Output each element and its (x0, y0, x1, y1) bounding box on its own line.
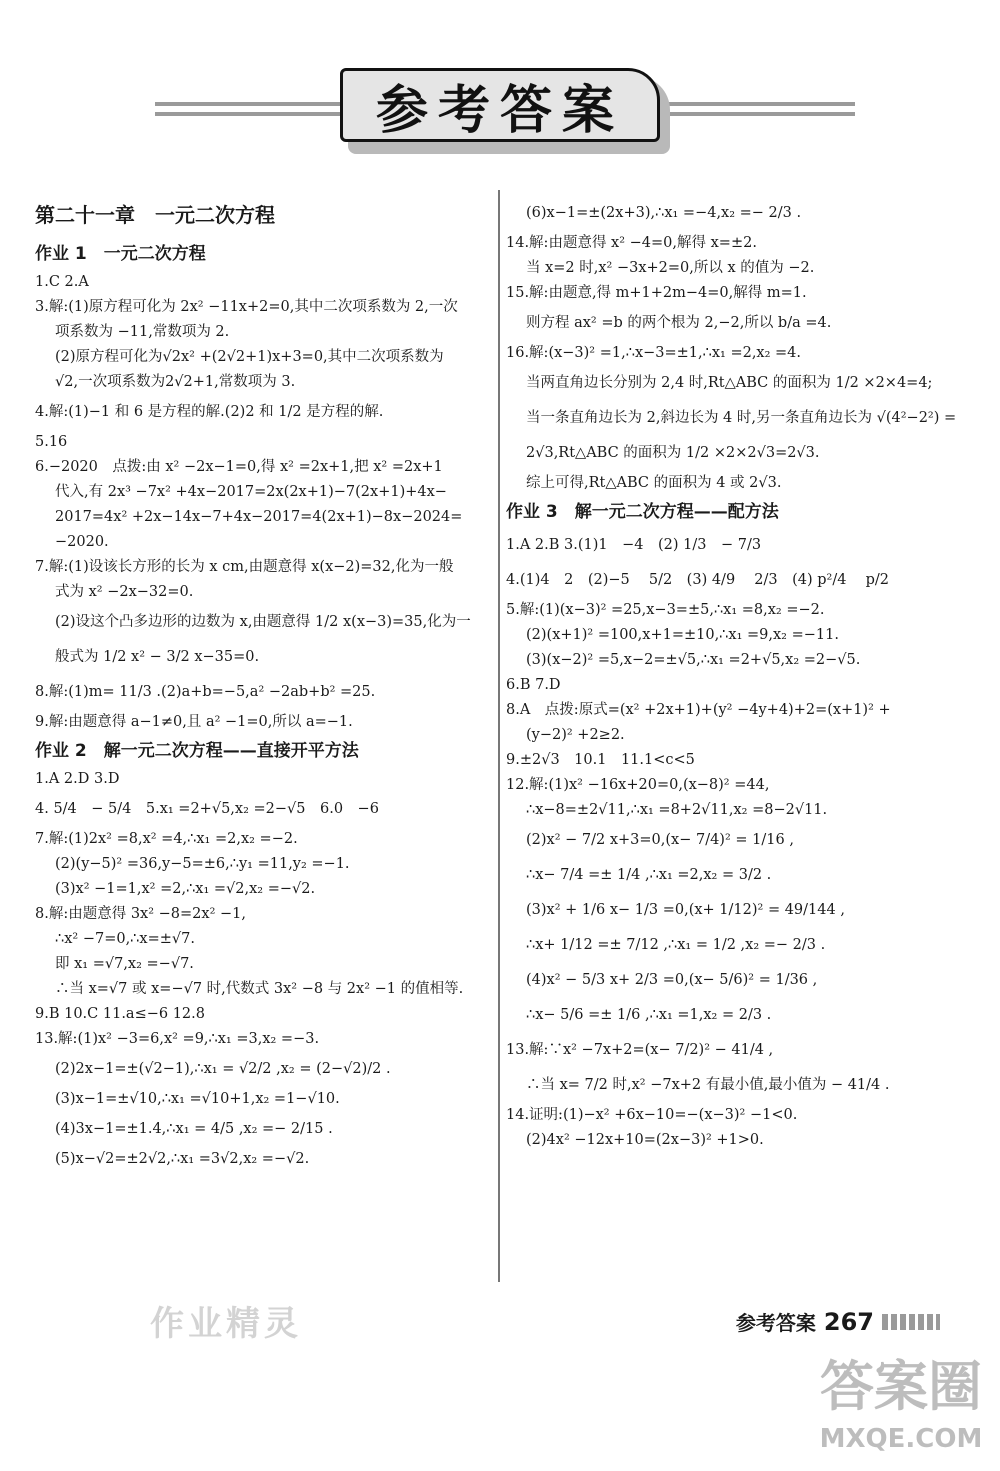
answer-line: 16.解:(x−3)² =1,∴x−3=±1,∴x₁ =2,x₂ =4. (506, 345, 802, 361)
answer-line: (2)4x² −12x+10=(2x−3)² +1>0. (526, 1132, 764, 1148)
answer-line: 式为 x² −2x−32=0. (55, 584, 194, 600)
answer-line: (4)x² − 5/3 x+ 2/3 =0,(x− 5/6)² = 1/36 , (526, 972, 818, 988)
answer-line: 6.B 7.D (506, 677, 561, 693)
answer-line: 6.−2020 点拨:由 x² −2x−1=0,得 x² =2x+1,把 x² =2x+1 (35, 459, 443, 475)
right-column (506, 198, 966, 1155)
answer-line: 3.解:(1)原方程可化为 2x² −11x+2=0,其中二次项系数为 2,一次 (35, 299, 458, 315)
answer-line: 12.解:(1)x² −16x+20=0,(x−8)² =44, (506, 777, 770, 793)
answer-line: 8.解:(1)m= 11/3 .(2)a+b=−5,a² −2ab+b² =25. (35, 684, 376, 700)
answer-line: ∴当 x=√7 或 x=−√7 时,代数式 3x² −8 与 2x² −1 的值相等. (55, 981, 464, 997)
answer-line: 当两直角边长分别为 2,4 时,Rt△ABC 的面积为 1/2 ×2×4=4; (526, 375, 933, 391)
answer-line: (2)设这个凸多边形的边数为 x,由题意得 1/2 x(x−3)=35,化为一 (55, 614, 471, 630)
answer-line: 7.解:(1)2x² =8,x² =4,∴x₁ =2,x₂ =−2. (35, 831, 298, 847)
answer-line: ∴x−8=±2√11,∴x₁ =8+2√11,x₂ =8−2√11. (526, 802, 828, 818)
page-footer (736, 1307, 940, 1336)
answer-line: ∴x+ 1/12 =± 7/12 ,∴x₁ = 1/2 ,x₂ =− 2/3 . (526, 937, 826, 953)
page-title: 参考答案 (340, 68, 660, 142)
answer-line: (2)原方程可化为√2x² +(2√2+1)x+3=0,其中二次项系数为 (55, 349, 444, 365)
answer-line: 14.解:由题意得 x² −4=0,解得 x=±2. (506, 235, 757, 251)
answer-line: (3)(x−2)² =5,x−2=±√5,∴x₁ =2+√5,x₂ =2−√5. (526, 652, 861, 668)
page-number: 267 (823, 1307, 874, 1336)
answer-line: 5.解:(1)(x−3)² =25,x−3=±5,∴x₁ =8,x₂ =−2. (506, 602, 825, 618)
answer-line: 则方程 ax² =b 的两个根为 2,−2,所以 b/a =4. (526, 315, 832, 331)
answer-line: √2,一次项系数为2√2+1,常数项为 3. (55, 374, 296, 390)
watermark: 作业精灵 (150, 1304, 302, 1344)
left-column (35, 198, 490, 1174)
answer-line: 2017=4x² +2x−14x−7+4x−2017=4(2x+1)−8x−2024= (55, 509, 463, 525)
site-logo (810, 1352, 992, 1464)
answer-line: 4.(1)4 2 (2)−5 5/2 (3) 4/9 2/3 (4) p²/4 p/2 (506, 572, 889, 588)
answer-line: (3)x−1=±√10,∴x₁ =√10+1,x₂ =1−√10. (55, 1091, 340, 1107)
answer-line: 14.证明:(1)−x² +6x−10=−(x−3)² −1<0. (506, 1107, 798, 1123)
answer-line: 8.解:由题意得 3x² −8=2x² −1, (35, 906, 246, 922)
answer-line: 4.解:(1)−1 和 6 是方程的解.(2)2 和 1/2 是方程的解. (35, 404, 384, 420)
chapter-title: 第二十一章 一元二次方程 (35, 203, 275, 227)
answer-line: 当一条直角边长为 2,斜边长为 4 时,另一条直角边长为 √(4²−2²) = (526, 410, 957, 426)
answer-line: 7.解:(1)设该长方形的长为 x cm,由题意得 x(x−2)=32,化为一般 (35, 559, 454, 575)
answer-line: (2)(y−5)² =36,y−5=±6,∴y₁ =11,y₂ =−1. (55, 856, 350, 872)
answer-line: 项系数为 −11,常数项为 2. (55, 324, 230, 340)
answer-line: 4. 5/4 − 5/4 5.x₁ =2+√5,x₂ =2−√5 6.0 −6 (35, 801, 379, 817)
section-title-hw2: 作业 2 解一元二次方程——直接开平方法 (35, 741, 359, 761)
header-banner (340, 68, 670, 154)
answer-line: −2020. (55, 534, 109, 550)
answer-line: ∴x− 7/4 =± 1/4 ,∴x₁ =2,x₂ = 3/2 . (526, 867, 772, 883)
answer-line: 般式为 1/2 x² − 3/2 x−35=0. (55, 649, 260, 665)
section-title-hw3: 作业 3 解一元二次方程——配方法 (506, 502, 779, 522)
answer-line: 2√3,Rt△ABC 的面积为 1/2 ×2×2√3=2√3. (526, 445, 820, 461)
answer-line: 1.A 2.D 3.D (35, 771, 120, 787)
logo-text: 答案圈 (820, 1355, 982, 1418)
answer-line: 9.±2√3 10.1 11.1<c<5 (506, 752, 695, 768)
answer-line: (6)x−1=±(2x+3),∴x₁ =−4,x₂ =− 2/3 . (526, 205, 802, 221)
logo-url: MXQE.COM (819, 1424, 983, 1454)
answer-line: 即 x₁ =√7,x₂ =−√7. (55, 956, 194, 972)
answer-line: 5.16 (35, 434, 68, 450)
answer-line: 13.解:(1)x² −3=6,x² =9,∴x₁ =3,x₂ =−3. (35, 1031, 320, 1047)
answer-line: (2)(x+1)² =100,x+1=±10,∴x₁ =9,x₂ =−11. (526, 627, 839, 643)
section-title-hw1: 作业 1 一元二次方程 (35, 244, 206, 264)
answer-line: 8.A 点拨:原式=(x² +2x+1)+(y² −4y+4)+2=(x+1)² + (506, 702, 891, 718)
footer-label: 参考答案 (735, 1311, 816, 1335)
answer-line: (y−2)² +2≥2. (526, 727, 625, 743)
answer-line: 1.C 2.A (35, 274, 89, 290)
answer-line: (3)x² −1=1,x² =2,∴x₁ =√2,x₂ =−√2. (55, 881, 316, 897)
answer-line: ∴x− 5/6 =± 1/6 ,∴x₁ =1,x₂ = 2/3 . (526, 1007, 772, 1023)
answer-line: (2)x² − 7/2 x+3=0,(x− 7/4)² = 1/16 , (526, 832, 794, 848)
answer-line: ∴当 x= 7/2 时,x² −7x+2 有最小值,最小值为 − 41/4 . (526, 1077, 890, 1093)
answer-line: (4)3x−1=±1.4,∴x₁ = 4/5 ,x₂ =− 2/15 . (55, 1121, 333, 1137)
answer-line: 当 x=2 时,x² −3x+2=0,所以 x 的值为 −2. (526, 260, 815, 276)
answer-line: 13.解:∵x² −7x+2=(x− 7/2)² − 41/4 , (506, 1042, 774, 1058)
answer-line: (2)2x−1=±(√2−1),∴x₁ = √2/2 ,x₂ = (2−√2)/2 . (55, 1061, 391, 1077)
answer-line: 15.解:由题意,得 m+1+2m−4=0,解得 m=1. (506, 285, 807, 301)
answer-line: 1.A 2.B 3.(1)1 −4 (2) 1/3 − 7/3 (506, 537, 762, 553)
answer-line: 9.B 10.C 11.a≤−6 12.8 (35, 1006, 205, 1022)
answer-line: 9.解:由题意得 a−1≠0,且 a² −1=0,所以 a=−1. (35, 714, 353, 730)
answer-line: (3)x² + 1/6 x− 1/3 =0,(x+ 1/12)² = 49/144 , (526, 902, 845, 918)
answer-line: ∴x² −7=0,∴x=±√7. (55, 931, 195, 947)
answer-line: 代入,有 2x³ −7x² +4x−2017=2x(2x+1)−7(2x+1)+4x− (55, 484, 447, 500)
answer-line: 综上可得,Rt△ABC 的面积为 4 或 2√3. (526, 475, 782, 491)
answer-line: (5)x−√2=±2√2,∴x₁ =3√2,x₂ =−√2. (55, 1151, 310, 1167)
footer-decoration (882, 1314, 940, 1330)
column-divider (498, 190, 500, 1282)
